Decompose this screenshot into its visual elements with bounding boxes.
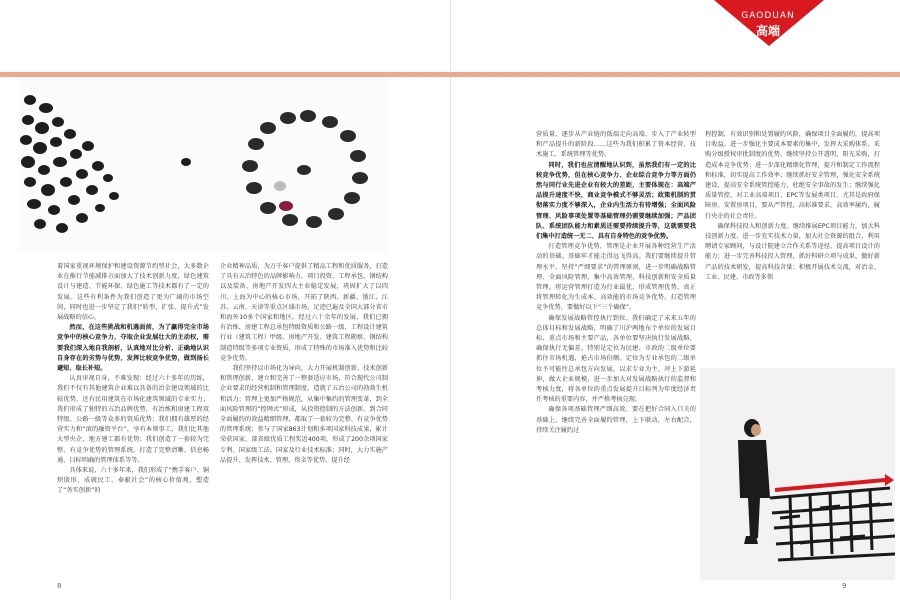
badge-chinese: 高端 xyxy=(755,24,780,38)
paragraph-bold: 然而，在这些挑战和机遇面前，为了赢得完全市场竞争中的核心竞争力，夺取企业发展壮大的主动权，需要我们深入地自我剖析，认真地对比分析、正确地认识自身存在的劣势与优势，发挥比较竞争优势，做到扬长避短、取长补短。 xyxy=(57,324,209,373)
paragraph: 确保科技投入和创新力度。继续推展EPC项目能力，加大科技创新力度，进一步充实技术力量，加大社会资源的组合，利用聘请专家顾问，与设计院建立合作关系等途径，提高项目设计的能力；进一步完善科技投入管理，抓好科研立项与成果，做好新产品的技术研发，提高科技含量；积极开展技术交流，对冶金、工业、民建、市政等多领 xyxy=(705,222,880,281)
paragraph: 我们坚持以市场化为导向，大力开展机制创新、技术创新和管理创新，建立和完善了一整套适应市场、符合现代公司制企业要求的经营机制和管理制度，造就了五冶公司的勃勃生机和活力；管理上更加严格规范，从集中集约的管理变革，到全面风险管理的“控网式”形成，从投资控制的方法创新、到合同全面履约的效益精细管理，都取了一套较为完整、有竞争优势的管理系统；参与了国家863计划和多项国家科技成果，累计荣获国家、部省级优质工程奖近400项，形成了200余项国家专利、国家级工法。国家及行业技术标准；同时，大力实施产品提升、发挥技术、管理、资金等优势，提升经 xyxy=(220,365,388,464)
badge-english: GAODUAN xyxy=(741,11,795,21)
paragraph: 打造管理竞争优势，管理是企业开展各种经营生产活动的基础。基础牢才能走得远飞得高。我们要继续提升管理水平，坚持“严细要求”的管理原则，进一步明确战略管理、全面风险管理、集中高效管理、科技创新和安全质量管理。将运营管理打造为行业最优，形成管理优势，真正将管理转化为生成本、高效能的市场竞争优势。打造管理竞争优势，要做好以下“三个确保”。 xyxy=(536,243,696,312)
page-number-left: 8 xyxy=(57,582,62,590)
article-column-3 xyxy=(536,130,696,580)
paragraph: 着国家重视环境保护和建设资源节约型社会，大多数企业在推行节能减排方面加大了技术创新力度，绿色建筑设计与建造、节能环保、绿色施工等技术都有了一定的发展。这些有利条件为我们创造了更为广阔的市场空间，同时也进一步坚定了我们“转型、扩张、提升式”发展战略的信心。 xyxy=(57,263,209,322)
article-column-2 xyxy=(220,262,388,580)
paragraph: 确保各项基础管理严细高效。要在把好合同入口关的基础上，继续完善全面履约管理，上下联动，左右配合，持续关注履约过 xyxy=(536,406,696,434)
paragraph: 认真审视自身，不难发现：经过六十多年的历练，我们不仅有其他建筑企业难以具备的冶金建设领域的比较优势，还有民用建筑在市场化建筑领域的专业实力；我们形成了独特的五冶品牌优势，有冶炼和房建工程双特级、公路一级等众多的资质优势；我们拥有雄厚的经营实力和“滚的融资平台”，享有本领事工，我们比其他大型央企、地方建工都有优势；我们创造了一套较为完整、有竞争优势的管理系统。打造了完整清晰、信息畅通、目标明确的管理体系等等。 xyxy=(57,375,209,464)
crowd-circle-photo xyxy=(18,78,388,253)
paragraph: 具体来说，六十多年来，我们形成了“携手客户、铜炽殷形、成就民工、奉献社会”的核心价值观，塑造了“务实创新”的 xyxy=(57,467,209,495)
article-column-1 xyxy=(57,262,209,580)
paragraph: 确保发展战略管控执行到位。我们确定了未来五年的总体目标和发展战略，明确了川沪两地布个单位的发展目标、重点市场和主要产品，各单位要坚决执行发展战略，确保执行无偏差。特别是定位为民建、市政的二级单位要抓住市场机遇，抢占市场份额。定位为专业承包的二级单位不可能往总承包方向发展，以求专业为主、冲上下游延伸，做大企业规模，进一步加大对发展战略执行的监督和考核力度，将各单位的重点发展提升目标列为年度经济责任考核的重要内容，并严格考核兑现。 xyxy=(536,314,696,404)
paragraph-bold: 同时，我们也应清醒地认识到，虽然我们有一定的比较竞争优势，但在核心竞争力、企业综合竞争力等方面仍然与同行业先进企业有较大的差距，主要体现在：高端产品提升速度不快，商业竞争模式不够灵活；政策机制的贯彻落实力度不够深入，企业内生活力有待增强；全面风险管理、风险事项处置等基础管理仍需要继续加强；产品团队、系统团队能力和素质还需要持续提升等，这就需要我们集中打造统一无二、具有自身特色的竞争优势。 xyxy=(536,161,696,241)
paragraph: 程控制，有效识别和处置履约风险，确保项目全面履约，提高项目收益。进一步强化主要成本要素的集中，发挥大采购体系、采购分级授权审批制度的优势，继续坚持公开透明，阳光采购，打造成本竞争优势；进一步深化精细化管理，提升和制定工作流程和标准，切实提高工作效率；继续抓好安全管理，强化安全系统建设，提高安全系统管控能力，杜绝安全事故的发生；继续强化质量管控，对工业高端项目，EPC等发展类项目，尤其是政府保障房、安置房项目，要从严管控，高标准要求，高效率履约，履行央企的社会责任。 xyxy=(705,131,880,220)
paragraph: 营质量、逐步从产业链的低端走向高端、步入了产业转型和产品提升的新阶段……这些为我们积累了资本经营、技术施工、系统管理等优势。 xyxy=(536,131,696,159)
article-column-4 xyxy=(705,130,880,360)
page-number-right: 9 xyxy=(842,582,847,590)
maze-businessman-photo xyxy=(700,368,895,580)
crowd-circle-illustration xyxy=(18,78,388,253)
accent-bar xyxy=(0,72,900,77)
maze-illustration xyxy=(700,368,895,580)
spread-gutter xyxy=(450,0,451,600)
paragraph: 企业精神品质，为万千客户提供了精品工程和优质服务，打造了具有五冶特色的品牌影响力。项目投资、工程承包、钢结构以及装备、房地产开发四大主业稳定发展，巩固扩大了以四川、上海为中心的核心市场，开拓了陕西、新疆、浙江、江苏、云南、天津等重点区域市场，足迹已遍及全国大部分省市和海外10多个国家和地区。经过六十余年的发展，我们已拥有冶炼、房建工程总承包特级资质和公路一级、工程设计建筑行业（建筑工程）甲级、房地产开发、建筑工程勘察、钢结构制造特级等多项专业资质，形成了特殊的市场准入优势和比较竞争优势。 xyxy=(220,263,388,362)
